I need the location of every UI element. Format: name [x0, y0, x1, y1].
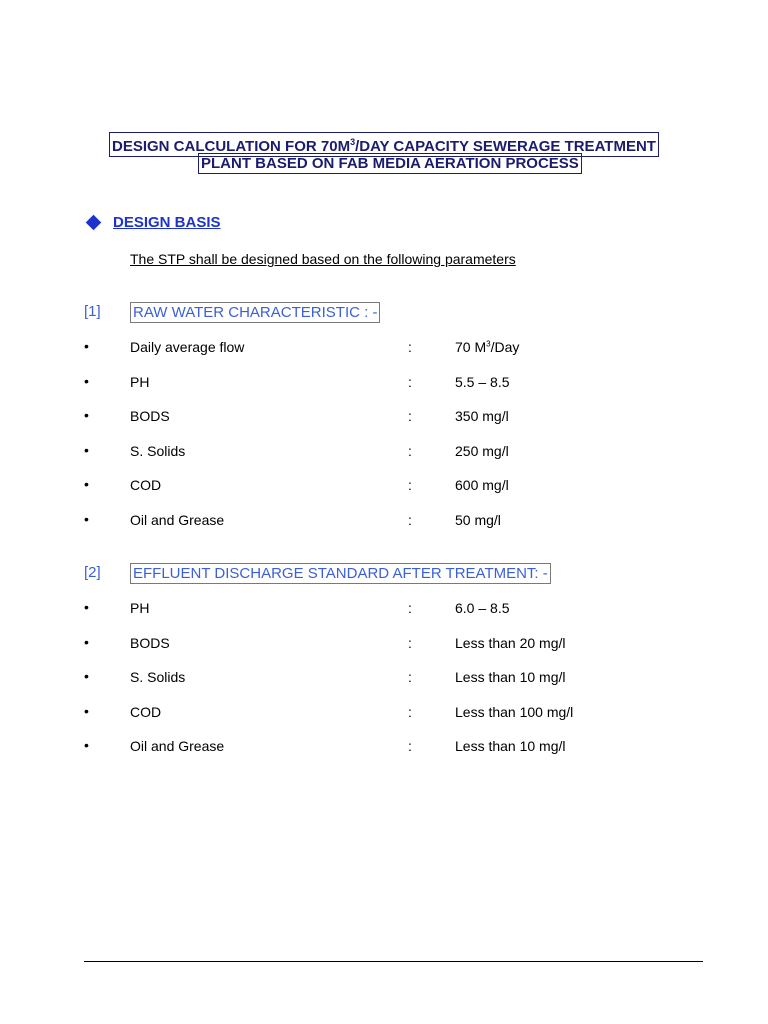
parameter-value: 50 mg/l: [455, 512, 501, 528]
parameter-name: Daily average flow: [130, 339, 245, 355]
section-2-title: EFFLUENT DISCHARGE STANDARD AFTER TREATMENT: -: [130, 563, 551, 584]
parameter-row: [0, 477, 768, 497]
separator: :: [408, 600, 412, 616]
parameter-name: PH: [130, 373, 150, 390]
bullet-icon: •: [84, 407, 89, 424]
parameter-value: 250 mg/l: [455, 442, 509, 459]
parameter-row: [0, 339, 768, 359]
section-1-title: RAW WATER CHARACTERISTIC : -: [130, 302, 380, 323]
parameter-name: Oil and Grease: [130, 738, 225, 755]
parameter-value: 70 $M^3$/Day: [455, 339, 520, 355]
parameter-value: Less than 10 mg/l: [455, 669, 566, 686]
separator: :: [408, 669, 412, 686]
bullet-icon: •: [84, 441, 89, 458]
bullet-icon: •: [84, 372, 89, 389]
parameter-value: 600 mg/l: [455, 477, 509, 494]
parameter-value: 350 mg/l: [455, 408, 509, 425]
parameter-row: [0, 408, 768, 428]
parameter-name: BODS: [130, 408, 170, 425]
diamond-bullet-icon: [86, 215, 102, 231]
design-basis-intro: The STP shall be designed based on the following parameters: [130, 251, 516, 267]
parameter-name: BODS: [130, 634, 170, 651]
separator: :: [408, 738, 412, 755]
bullet-icon: •: [84, 702, 89, 719]
title-line-2: PLANT BASED ON FAB MEDIA AERATION PROCESS: [198, 153, 582, 174]
parameter-row: [0, 443, 768, 463]
parameter-name: S. Solids: [130, 442, 186, 459]
separator: :: [408, 408, 412, 425]
bullet-icon: •: [84, 737, 89, 754]
parameter-value: Less than 20 mg/l: [455, 634, 566, 651]
parameter-row: [0, 374, 768, 394]
parameter-value: 5.5 – 8.5: [455, 373, 510, 390]
title-line-1: DESIGN CALCULATION FOR $70M^3$/DAY CAPACITY SEWERAGE TREATMENT: [109, 132, 659, 157]
section-1-number: [1]: [84, 303, 101, 320]
separator: :: [408, 634, 412, 651]
parameter-name: COD: [130, 477, 162, 494]
separator: :: [408, 442, 412, 459]
bullet-icon: •: [84, 338, 89, 354]
parameter-row: [0, 704, 768, 724]
bullet-icon: •: [84, 633, 89, 650]
bullet-icon: •: [84, 476, 89, 493]
design-basis-heading: [86, 214, 221, 231]
separator: :: [408, 512, 412, 528]
parameter-name: PH: [130, 600, 150, 616]
parameter-row: [0, 512, 768, 532]
parameter-name: COD: [130, 703, 162, 720]
parameter-name: Oil and Grease: [130, 512, 225, 528]
parameter-value: 6.0 – 8.5: [455, 600, 510, 616]
section-2-number: [2]: [84, 564, 101, 581]
separator: :: [408, 339, 412, 355]
parameter-value: Less than 100 mg/l: [455, 703, 574, 720]
parameter-row: [0, 738, 768, 758]
separator: :: [408, 373, 412, 390]
separator: :: [408, 703, 412, 720]
parameter-value: Less than 10 mg/l: [455, 738, 566, 755]
parameter-row: [0, 635, 768, 655]
separator: :: [408, 477, 412, 494]
parameter-name: S. Solids: [130, 669, 186, 686]
design-basis-label: DESIGN BASIS: [113, 214, 221, 231]
footer-divider: [84, 961, 703, 962]
bullet-icon: •: [84, 599, 89, 615]
bullet-icon: •: [84, 668, 89, 685]
bullet-icon: •: [84, 511, 89, 527]
parameter-row: [0, 669, 768, 689]
parameter-row: [0, 600, 768, 620]
